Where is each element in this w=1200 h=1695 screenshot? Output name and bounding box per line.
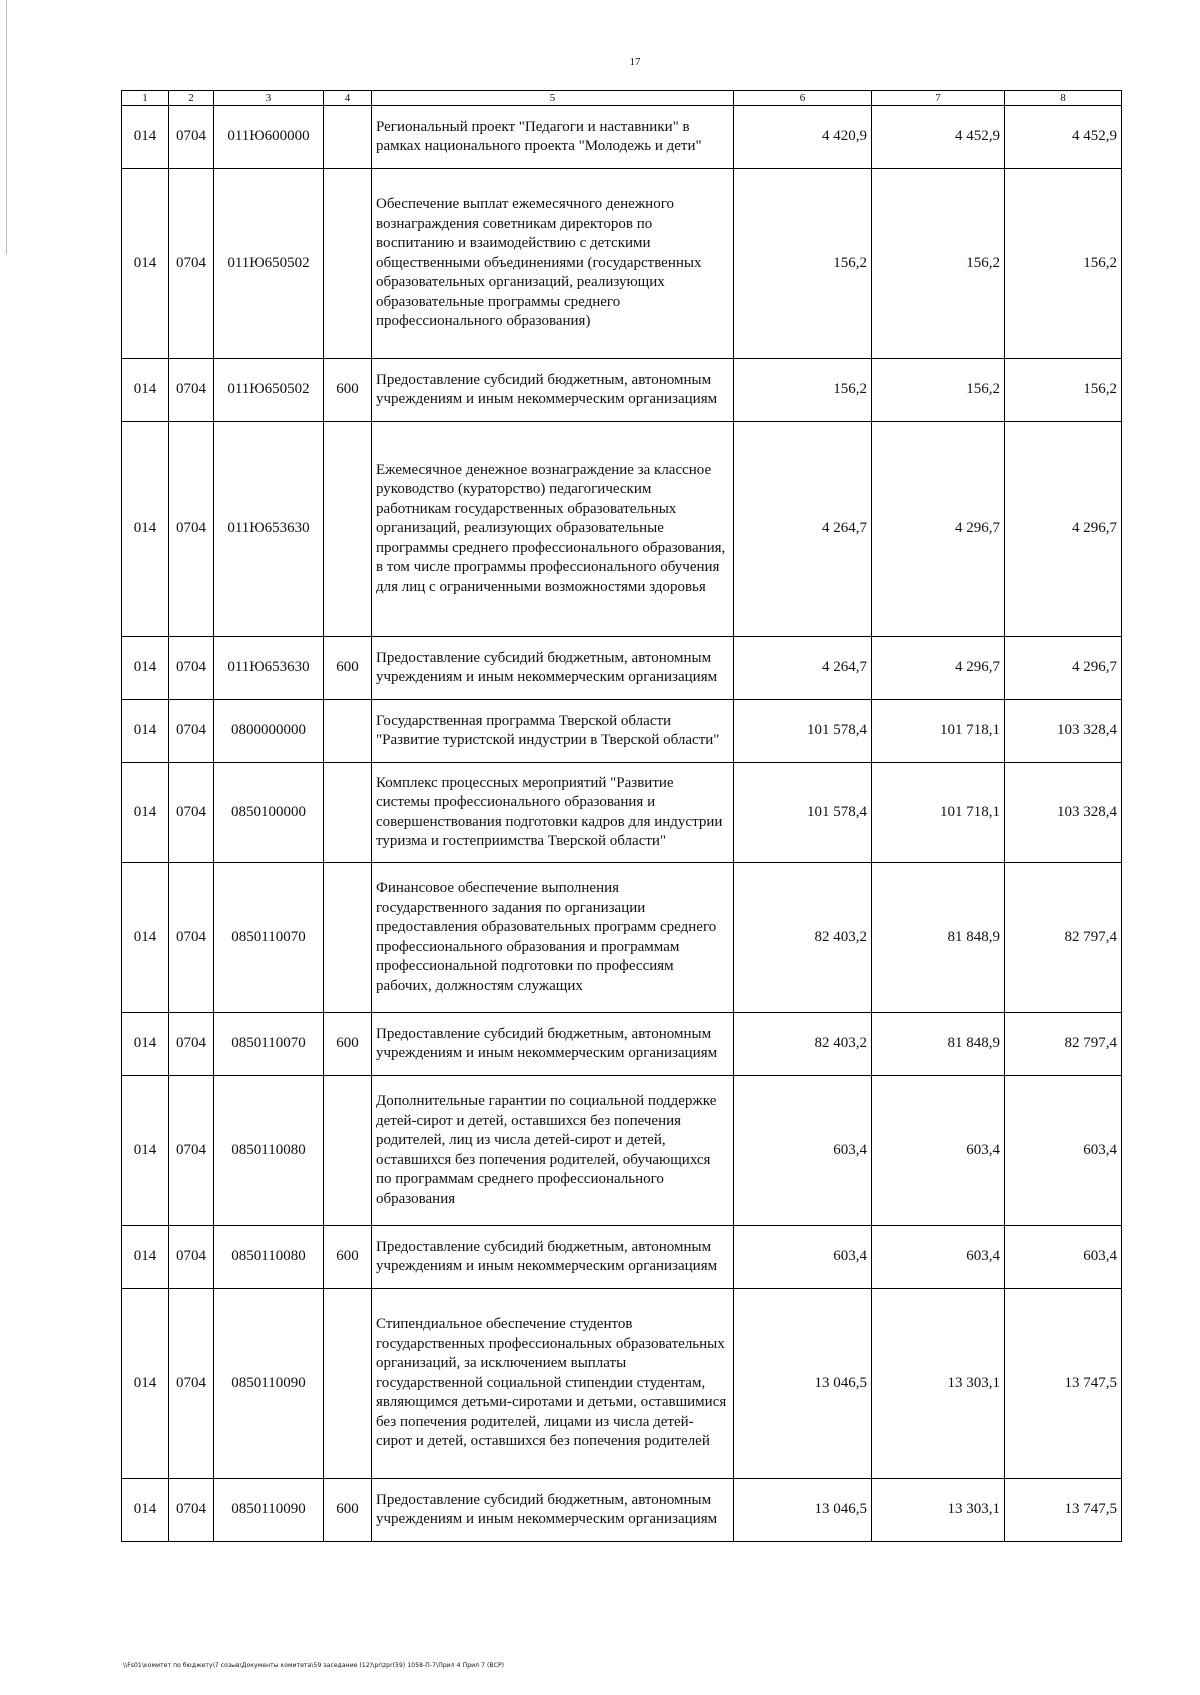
description-cell: Предоставление субсидий бюджетным, автономным учреждениям и иным некоммерческим организациям — [372, 1013, 734, 1076]
amount-year1-cell: 4 420,9 — [734, 106, 872, 169]
amount-year2-cell: 4 452,9 — [872, 106, 1005, 169]
chapter-cell: 014 — [122, 700, 169, 763]
expense-type-cell — [324, 106, 372, 169]
amount-year2-cell: 603,4 — [872, 1226, 1005, 1289]
col-header-2: 2 — [169, 91, 214, 106]
amount-year1-cell: 13 046,5 — [734, 1479, 872, 1542]
chapter-cell: 014 — [122, 169, 169, 359]
expense-type-cell — [324, 169, 372, 359]
page-number: 17 — [629, 56, 641, 68]
expense-type-cell — [324, 422, 372, 637]
chapter-cell: 014 — [122, 763, 169, 863]
expense-type-cell — [324, 700, 372, 763]
description-cell: Предоставление субсидий бюджетным, автономным учреждениям и иным некоммерческим организациям — [372, 637, 734, 700]
target-article-cell: 011Ю600000 — [214, 106, 324, 169]
target-article-cell: 011Ю653630 — [214, 422, 324, 637]
table-row — [122, 422, 1122, 637]
amount-year1-cell: 603,4 — [734, 1076, 872, 1226]
section-cell: 0704 — [169, 1289, 214, 1479]
section-cell: 0704 — [169, 700, 214, 763]
amount-year2-cell: 13 303,1 — [872, 1289, 1005, 1479]
section-cell: 0704 — [169, 1226, 214, 1289]
target-article-cell: 0800000000 — [214, 700, 324, 763]
col-header-6: 6 — [734, 91, 872, 106]
amount-year1-cell: 4 264,7 — [734, 637, 872, 700]
amount-year1-cell: 156,2 — [734, 169, 872, 359]
table-row — [122, 106, 1122, 169]
amount-year1-cell: 82 403,2 — [734, 1013, 872, 1076]
chapter-cell: 014 — [122, 1479, 169, 1542]
amount-year3-cell: 4 296,7 — [1005, 637, 1122, 700]
amount-year2-cell: 81 848,9 — [872, 1013, 1005, 1076]
amount-year2-cell: 101 718,1 — [872, 763, 1005, 863]
amount-year2-cell: 4 296,7 — [872, 637, 1005, 700]
amount-year3-cell: 156,2 — [1005, 359, 1122, 422]
description-cell: Предоставление субсидий бюджетным, автономным учреждениям и иным некоммерческим организациям — [372, 359, 734, 422]
table-row — [122, 863, 1122, 1013]
expense-type-cell: 600 — [324, 359, 372, 422]
col-header-5: 5 — [372, 91, 734, 106]
file-path-footer: \\Fs01\комитет по бюджету\7 созыв\Документы комитета\59 заседание (12)\pr\zpr(59) 1058-П-7\Прил 4 Прил 7 (ВСР) — [123, 1662, 505, 1669]
description-cell: Предоставление субсидий бюджетным, автономным учреждениям и иным некоммерческим организациям — [372, 1479, 734, 1542]
amount-year2-cell: 101 718,1 — [872, 700, 1005, 763]
amount-year2-cell: 4 296,7 — [872, 422, 1005, 637]
section-cell: 0704 — [169, 1479, 214, 1542]
target-article-cell: 011Ю650502 — [214, 169, 324, 359]
amount-year2-cell: 13 303,1 — [872, 1479, 1005, 1542]
section-cell: 0704 — [169, 359, 214, 422]
amount-year3-cell: 82 797,4 — [1005, 1013, 1122, 1076]
expense-type-cell — [324, 1289, 372, 1479]
description-cell: Предоставление субсидий бюджетным, автономным учреждениям и иным некоммерческим организациям — [372, 1226, 734, 1289]
table-row — [122, 1226, 1122, 1289]
target-article-cell: 0850110080 — [214, 1076, 324, 1226]
chapter-cell: 014 — [122, 1289, 169, 1479]
table-row — [122, 1013, 1122, 1076]
expense-type-cell: 600 — [324, 1226, 372, 1289]
amount-year1-cell: 101 578,4 — [734, 700, 872, 763]
target-article-cell: 0850110080 — [214, 1226, 324, 1289]
chapter-cell: 014 — [122, 1226, 169, 1289]
amount-year3-cell: 13 747,5 — [1005, 1479, 1122, 1542]
expense-type-cell — [324, 1076, 372, 1226]
table-row — [122, 700, 1122, 763]
section-cell: 0704 — [169, 106, 214, 169]
table-row — [122, 1479, 1122, 1542]
chapter-cell: 014 — [122, 106, 169, 169]
column-number-row — [122, 91, 1122, 106]
amount-year1-cell: 82 403,2 — [734, 863, 872, 1013]
table-row — [122, 169, 1122, 359]
chapter-cell: 014 — [122, 422, 169, 637]
chapter-cell: 014 — [122, 637, 169, 700]
description-cell: Стипендиальное обеспечение студентов государственных профессиональных образовательных организаций, за исключением выплаты государственной социальной стипендии студентам, являющимся детьми-сиротами и детьми, оставшимися без попечения родителей, лицами из числа детей-сирот и детей, оставшихся без попечения родителей — [372, 1289, 734, 1479]
expense-type-cell — [324, 763, 372, 863]
col-header-4: 4 — [324, 91, 372, 106]
section-cell: 0704 — [169, 1076, 214, 1226]
description-cell: Финансовое обеспечение выполнения государственного задания по организации предоставления образовательных программ среднего профессионального образования и программам профессиональной подготовки по профессиям рабочих, должностям служащих — [372, 863, 734, 1013]
table-row — [122, 359, 1122, 422]
amount-year3-cell: 13 747,5 — [1005, 1289, 1122, 1479]
col-header-8: 8 — [1005, 91, 1122, 106]
amount-year2-cell: 156,2 — [872, 359, 1005, 422]
chapter-cell: 014 — [122, 1013, 169, 1076]
table-row — [122, 637, 1122, 700]
scan-margin-line — [6, 0, 7, 255]
amount-year3-cell: 103 328,4 — [1005, 763, 1122, 863]
chapter-cell: 014 — [122, 863, 169, 1013]
col-header-3: 3 — [214, 91, 324, 106]
amount-year3-cell: 603,4 — [1005, 1076, 1122, 1226]
description-cell: Обеспечение выплат ежемесячного денежного вознаграждения советникам директоров по воспитанию и взаимодействию с детскими общественными объединениями (государственных образовательных организаций, реализующих образовательные программы среднего профессионального образования) — [372, 169, 734, 359]
table-row — [122, 1076, 1122, 1226]
section-cell: 0704 — [169, 169, 214, 359]
target-article-cell: 011Ю650502 — [214, 359, 324, 422]
amount-year2-cell: 156,2 — [872, 169, 1005, 359]
budget-table — [121, 90, 1122, 1542]
description-cell: Государственная программа Тверской области "Развитие туристской индустрии в Тверской области" — [372, 700, 734, 763]
description-cell: Региональный проект "Педагоги и наставники" в рамках национального проекта "Молодежь и дети" — [372, 106, 734, 169]
amount-year1-cell: 603,4 — [734, 1226, 872, 1289]
amount-year3-cell: 103 328,4 — [1005, 700, 1122, 763]
target-article-cell: 011Ю653630 — [214, 637, 324, 700]
target-article-cell: 0850100000 — [214, 763, 324, 863]
section-cell: 0704 — [169, 637, 214, 700]
amount-year1-cell: 101 578,4 — [734, 763, 872, 863]
amount-year3-cell: 4 452,9 — [1005, 106, 1122, 169]
amount-year1-cell: 4 264,7 — [734, 422, 872, 637]
expense-type-cell: 600 — [324, 1479, 372, 1542]
amount-year2-cell: 81 848,9 — [872, 863, 1005, 1013]
amount-year3-cell: 4 296,7 — [1005, 422, 1122, 637]
chapter-cell: 014 — [122, 359, 169, 422]
amount-year3-cell: 603,4 — [1005, 1226, 1122, 1289]
chapter-cell: 014 — [122, 1076, 169, 1226]
table-row — [122, 763, 1122, 863]
section-cell: 0704 — [169, 1013, 214, 1076]
section-cell: 0704 — [169, 422, 214, 637]
description-cell: Дополнительные гарантии по социальной поддержке детей-сирот и детей, оставшихся без попечения родителей, лиц из числа детей-сирот и детей, оставшихся без попечения родителей, обучающихся по программам среднего профессионального образования — [372, 1076, 734, 1226]
amount-year2-cell: 603,4 — [872, 1076, 1005, 1226]
col-header-1: 1 — [122, 91, 169, 106]
section-cell: 0704 — [169, 863, 214, 1013]
target-article-cell: 0850110070 — [214, 863, 324, 1013]
target-article-cell: 0850110090 — [214, 1479, 324, 1542]
expense-type-cell — [324, 863, 372, 1013]
description-cell: Ежемесячное денежное вознаграждение за классное руководство (кураторство) педагогическим работникам государственных образовательных организаций, реализующих образовательные программы среднего профессионального образования, в том числе программы профессионального обучения для лиц с ограниченными возможностями здоровья — [372, 422, 734, 637]
expense-type-cell: 600 — [324, 637, 372, 700]
expense-type-cell: 600 — [324, 1013, 372, 1076]
amount-year3-cell: 82 797,4 — [1005, 863, 1122, 1013]
target-article-cell: 0850110070 — [214, 1013, 324, 1076]
amount-year1-cell: 13 046,5 — [734, 1289, 872, 1479]
description-cell: Комплекс процессных мероприятий "Развитие системы профессионального образования и совершенствования подготовки кадров для индустрии туризма и гостеприимства Тверской области" — [372, 763, 734, 863]
table-row — [122, 1289, 1122, 1479]
target-article-cell: 0850110090 — [214, 1289, 324, 1479]
col-header-7: 7 — [872, 91, 1005, 106]
amount-year1-cell: 156,2 — [734, 359, 872, 422]
amount-year3-cell: 156,2 — [1005, 169, 1122, 359]
section-cell: 0704 — [169, 763, 214, 863]
